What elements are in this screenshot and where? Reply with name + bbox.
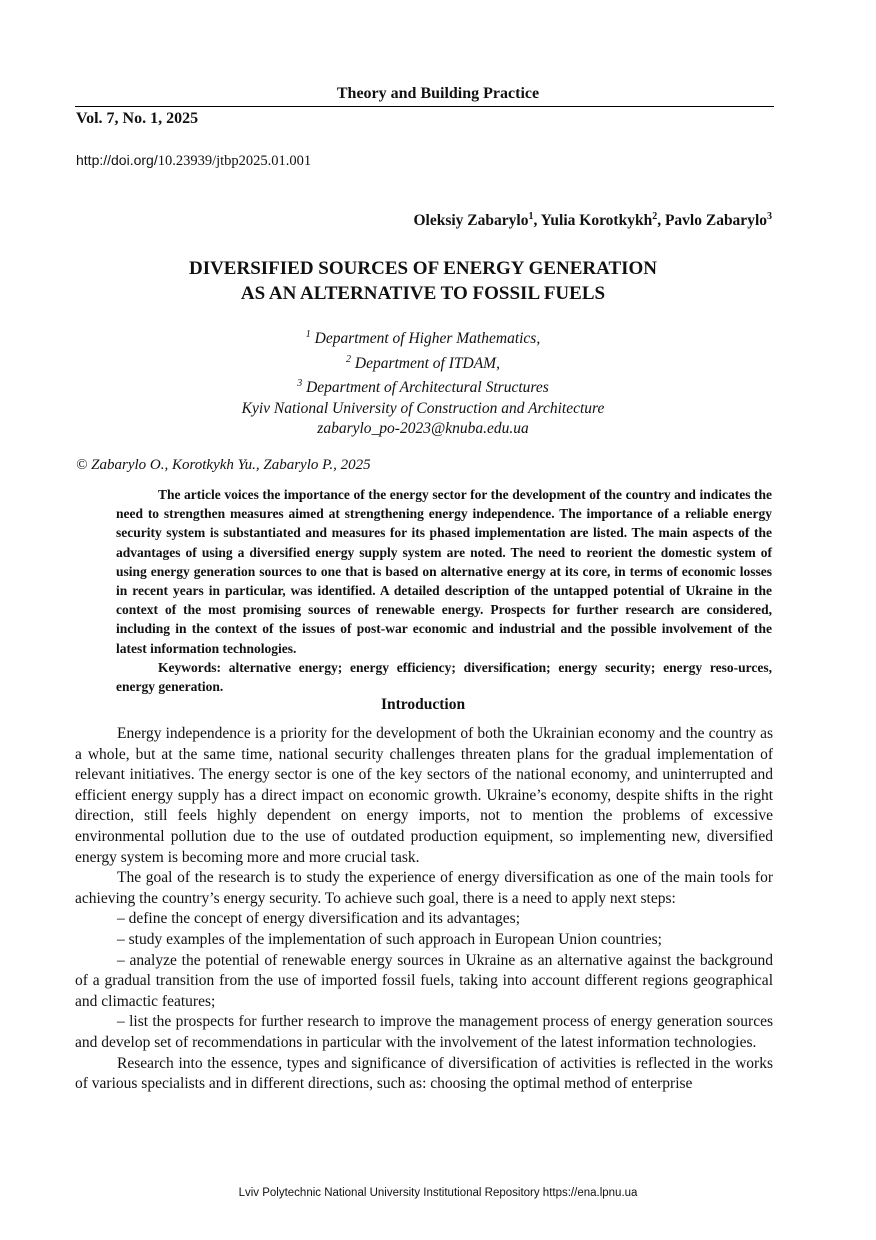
keywords: Keywords: alternative energy; energy efficiency; diversification; energy security; energy reso-urces, energy generation. <box>116 659 772 695</box>
author-list: Oleksiy Zabarylo$^1$, Yulia Korotkykh$^2$, Pavlo Zabarylo$^3$ <box>413 211 772 230</box>
section-heading-introduction: Introduction <box>380 696 466 713</box>
author-name: Pavlo Zabarylo <box>664 212 767 230</box>
journal-title: Theory and Building Practice <box>336 85 540 102</box>
paragraph: Research into the essence, types and significance of diversification of activities is reflected in the works of various specialists and in different directions, such as: choosing the optimal method of enterprise <box>75 1054 773 1093</box>
author-affil-marker: 1 <box>528 211 534 222</box>
list-item: – define the concept of energy diversification and its advantages; <box>117 910 520 928</box>
abstract <box>116 485 772 696</box>
paragraph: Energy independence is a priority for the development of both the Ukrainian economy and the country as a whole, but at the same time, national security challenges threaten plans for the gradual implementation of relevant initiatives. The energy sector is one of the key sectors of the national economy, and uninterrupted and efficient energy supply has a direct impact on economic growth. Ukraine’s economy, despite shifts in the right direction, still feels highly dependent on energy imports, not to mention the problems of excessive environmental pollution due to the use of outdated production equipment, so implementing new, diversified energy system is becoming more and more crucial task. <box>75 725 773 866</box>
introduction-body <box>75 724 773 1095</box>
copyright-notice: © Zabarylo O., Korotkykh Yu., Zabarylo P., 2025 <box>76 457 371 473</box>
contact-email[interactable]: zabarylo_po-2023@knuba.edu.ua <box>317 420 529 438</box>
author-name: Yulia Korotkykh <box>540 212 653 230</box>
affiliations <box>0 325 846 440</box>
doi-prefix: http://doi.org/ <box>76 152 158 168</box>
university-name: Kyiv National University of Construction and Architecture <box>241 399 605 417</box>
author-affil-marker: 2 <box>652 211 658 222</box>
doi-suffix: 10.23939/jtbp2025.01.001 <box>157 153 312 169</box>
affiliation-line: $^1$ Department of Higher Mathematics, <box>305 329 541 348</box>
author-affil-marker: 3 <box>767 211 772 222</box>
header-rule <box>75 106 774 107</box>
repository-footer: Lviv Polytechnic National University Institutional Repository https://ena.lpnu.ua <box>238 1187 638 1199</box>
author-name: Oleksiy Zabarylo <box>413 212 529 230</box>
paragraph: The goal of the research is to study the experience of energy diversification as one of the main tools for achieving the country’s energy security. To achieve such goal, there is a need to apply next steps: <box>75 869 773 907</box>
title-line: DIVERSIFIED SOURCES OF ENERGY GENERATION <box>188 258 658 279</box>
doi-link[interactable] <box>76 152 311 170</box>
title-line: AS AN ALTERNATIVE TO FOSSIL FUELS <box>240 283 606 304</box>
list-item: – list the prospects for further research to improve the management process of energy generation sources and develop set of recommendations in particular with the involvement of the latest information technologies. <box>75 1013 773 1051</box>
paper-title <box>0 256 846 306</box>
affiliation-line: $^2$ Department of ITDAM, <box>346 353 500 372</box>
list-item: – study examples of the implementation of such approach in European Union countries; <box>117 930 662 948</box>
list-item: – analyze the potential of renewable energy sources in Ukraine as an alternative against the background of a gradual transition from the use of imported fossil fuels, taking into account different regions geographical and climactic features; <box>75 951 773 1010</box>
affiliation-line: $^3$ Department of Architectural Structures <box>297 378 549 397</box>
volume-info: Vol. 7, No. 1, 2025 <box>76 110 199 127</box>
abstract-text: The article voices the importance of the energy sector for the development of the country and indicates the need to strengthen measures aimed at strengthening energy independence. The importance of a reliable energy security system is substantiated and measures for its phased implementation are listed. The main aspects of the advantages of using a diversified energy supply system are noted. The need to reorient the domestic system of using energy generation sources to one that is based on alternative energy at its core, in terms of economic losses in recent years in particular, was identified. A detailed description of the untapped potential of Ukraine in the context of the most promising sources of renewable energy. Prospects for further research are considered, including in the context of the issues of post-war economic and industrial and the possible involvement of the latest information technologies. <box>116 487 772 656</box>
